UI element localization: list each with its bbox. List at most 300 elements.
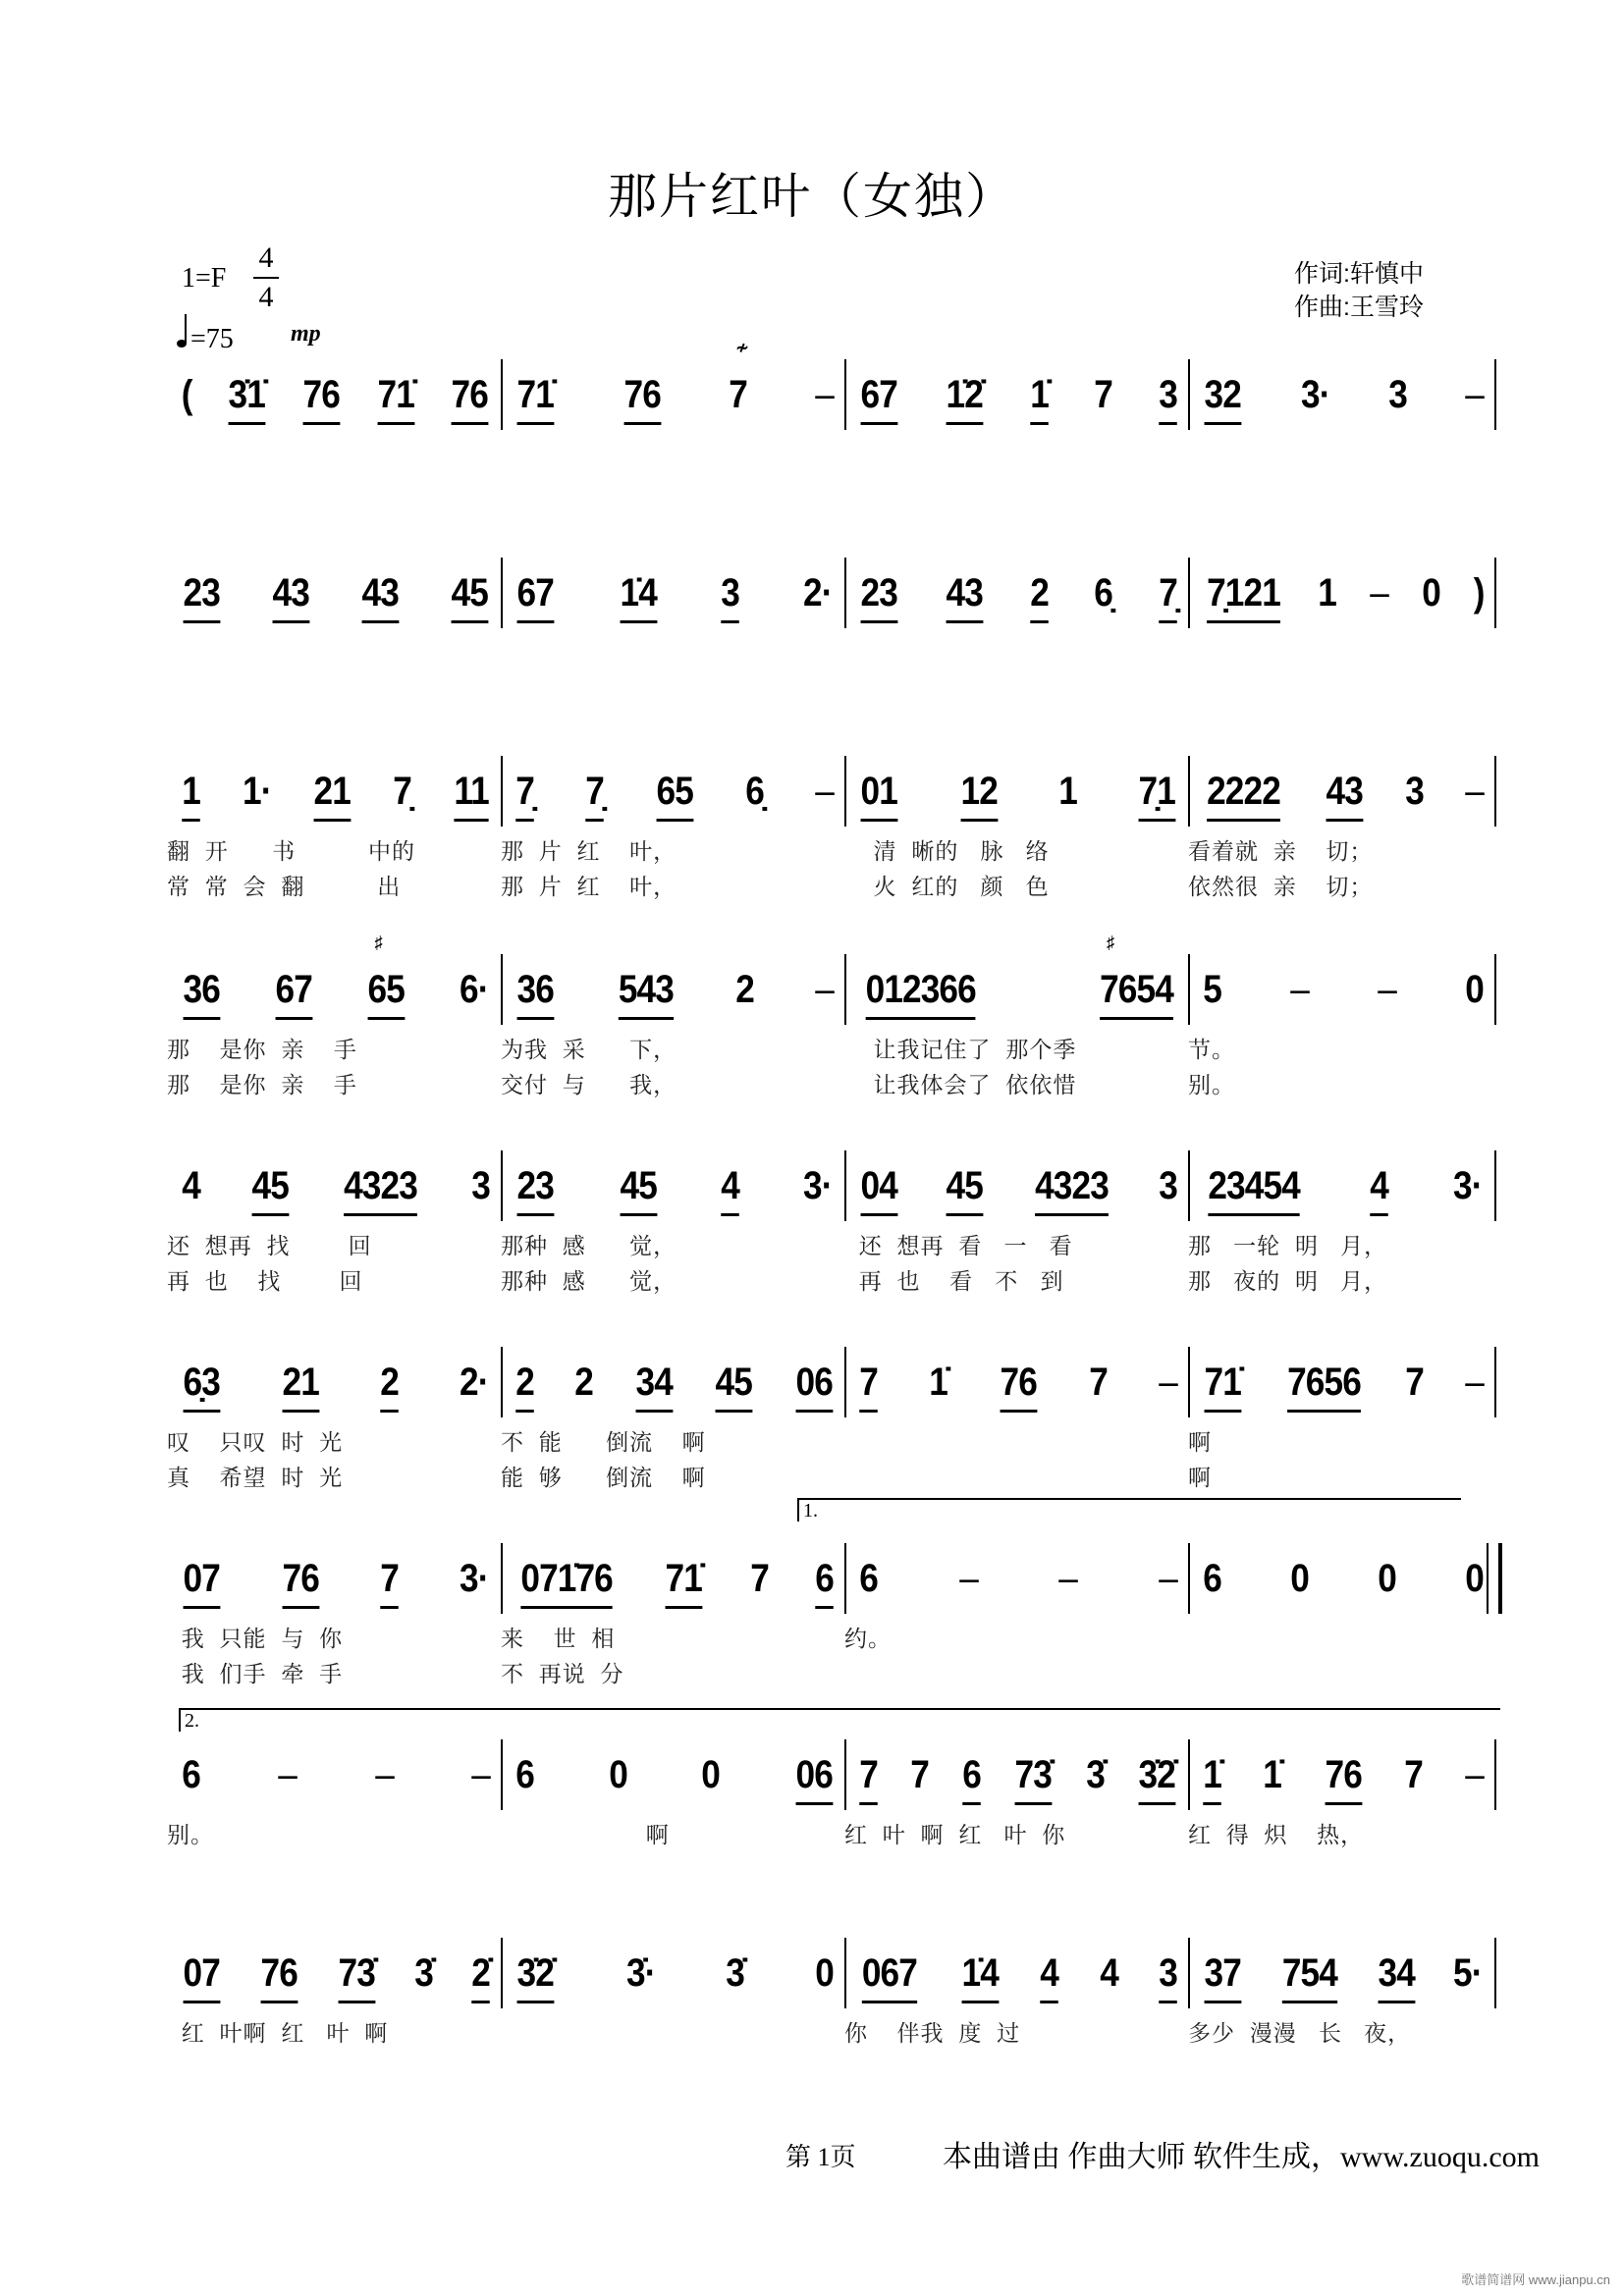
note-group <box>517 1949 554 2004</box>
lyrics-verse-2: 依然很 亲 切； <box>1188 874 1374 899</box>
note-groups <box>1202 1751 1485 1810</box>
note-text: – <box>1465 1753 1484 1796</box>
measure <box>167 371 501 518</box>
note-groups <box>858 371 1178 430</box>
lyrics-verse-2: 让我体会了 依依惜 <box>844 1072 1077 1097</box>
note-text: 67 <box>860 373 897 416</box>
note-group <box>1264 1751 1282 1806</box>
note-group <box>1094 569 1112 624</box>
note-text: – <box>815 770 834 813</box>
lyrics-verse-1: 那 一轮 明 月， <box>1188 1233 1388 1258</box>
note-text: 6 <box>515 1753 534 1796</box>
note-text: 071̇76 <box>520 1557 613 1600</box>
note-text: 543 <box>618 968 674 1011</box>
lyrics-verse-1: 来 世 相 <box>501 1626 616 1651</box>
note-groups <box>858 933 1178 1025</box>
note-group <box>961 1949 998 2004</box>
note-group <box>1205 371 1241 426</box>
note-text: 21 <box>282 1361 320 1404</box>
note-groups <box>858 569 1178 628</box>
lyrics-verse-2 <box>1188 1659 1494 1688</box>
note-text: 45 <box>452 571 489 614</box>
barline <box>1494 1739 1496 1810</box>
note-group <box>1205 1949 1241 2004</box>
note-text: 2· <box>803 571 833 614</box>
note-text: ( <box>181 373 192 416</box>
note-group <box>609 1751 627 1806</box>
lyrics-verse-2 <box>844 1659 1188 1688</box>
sharp-icon: ♯ <box>1107 933 1114 952</box>
note-text: 3 <box>1159 1951 1177 1995</box>
note-group <box>1453 1949 1483 2004</box>
note-group <box>1405 1359 1424 1414</box>
note-text: 7 <box>910 1753 930 1796</box>
lyrics-verse-2 <box>1188 2054 1494 2083</box>
note-text: 4 <box>1369 1164 1388 1207</box>
lyrics-verse-2 <box>167 2054 501 2083</box>
score-row <box>167 569 1494 726</box>
dash-extension <box>471 1751 490 1806</box>
note-group <box>1000 1359 1036 1414</box>
note-text: 2 <box>515 1361 534 1404</box>
note-text: 43 <box>946 571 983 614</box>
lyrics-verse-2 <box>501 673 844 703</box>
note-text: 754 <box>1281 1951 1337 1995</box>
note-text: 1̇ <box>1203 1753 1221 1796</box>
note-group <box>795 1359 832 1414</box>
note-groups <box>181 1162 491 1221</box>
note-text: 67 <box>516 571 554 614</box>
lyrics-verse-1: 我 只能 与 你 <box>167 1626 344 1651</box>
note-group <box>1388 371 1407 426</box>
note-text: 4 <box>1040 1951 1059 1995</box>
note-text: 23454 <box>1208 1164 1300 1207</box>
dash-extension <box>1290 966 1309 1021</box>
measure <box>167 569 501 717</box>
lyrics-verse-1: 红 叶啊 红 叶 啊 <box>167 2020 389 2046</box>
note-group <box>861 768 897 823</box>
lyrics-verse-2: 再 也 找 回 <box>167 1268 363 1294</box>
note-text: 5· <box>1453 1951 1483 1995</box>
note-text: 3̇ <box>1086 1753 1105 1796</box>
dash-extension <box>1159 1555 1177 1610</box>
measure <box>167 933 501 1113</box>
note-group <box>859 1359 878 1414</box>
note-group <box>623 371 660 426</box>
repeat-end-barline <box>1487 1543 1502 1614</box>
note-group <box>960 768 997 823</box>
note-text: 45 <box>715 1361 752 1404</box>
measure <box>1188 1949 1494 2097</box>
measure <box>501 338 844 518</box>
note-text: 6 <box>962 1753 981 1796</box>
measure <box>167 1359 501 1506</box>
note-group <box>1100 1949 1118 2004</box>
lyrics-verse-2: 真 希望 时 光 <box>167 1465 344 1490</box>
measure <box>1188 569 1494 717</box>
note-text: 7̣ <box>585 770 604 813</box>
measure <box>1188 1162 1494 1309</box>
note-group <box>795 1751 832 1806</box>
time-signature-bottom: 4 <box>258 281 274 313</box>
note-group <box>750 1555 769 1610</box>
note-text: 7 <box>1089 1361 1108 1404</box>
note-group <box>635 1359 672 1414</box>
note-text: 1̇2̇ <box>946 373 983 416</box>
note-group <box>339 1949 375 2004</box>
generator-note: 本曲谱由 作曲大师 软件生成，www.zuoqu.com <box>943 2141 1541 2173</box>
note-text: 7 <box>749 1557 769 1600</box>
note-text: 2 <box>1029 571 1049 614</box>
note-group <box>962 1751 981 1806</box>
note-text: 76 <box>302 373 340 416</box>
barline <box>1494 1347 1496 1417</box>
note-text: – <box>1464 770 1484 813</box>
note-text: 3 <box>1159 1164 1177 1207</box>
note-text: ) <box>1473 571 1485 614</box>
lyrics-verse-1: 红 叶 啊 红 叶 你 <box>844 1822 1066 1847</box>
lyrics-verse-2 <box>167 1855 501 1885</box>
note-group <box>815 1949 834 2004</box>
note-text: 21 <box>313 770 352 813</box>
note-group <box>803 569 833 624</box>
note-text: 1̇4 <box>620 571 657 614</box>
dash-extension <box>1465 768 1484 823</box>
volta-second-ending: 2. <box>179 1708 1500 1732</box>
lyrics-verse-1 <box>844 1427 1188 1457</box>
note-text: 2· <box>460 1361 489 1404</box>
note-group <box>1207 569 1280 624</box>
lyrics-verse-1 <box>1188 638 1494 667</box>
note-groups <box>514 569 835 628</box>
lyrics-verse-2 <box>167 475 501 505</box>
measure <box>844 1555 1188 1702</box>
note-text: 1̇4 <box>961 1951 999 1995</box>
note-group <box>1208 1162 1299 1217</box>
note-group <box>861 371 897 426</box>
note-group <box>859 1555 878 1610</box>
note-group <box>184 1359 220 1414</box>
note-text: 6· <box>460 968 489 1011</box>
note-group <box>1015 1751 1052 1806</box>
measure <box>501 768 844 915</box>
note-group <box>1370 1162 1388 1217</box>
lyrics-verse-2: 啊 <box>1188 1465 1212 1490</box>
note-groups <box>181 768 491 827</box>
dash-extension <box>1058 1555 1077 1610</box>
note-text: 7 <box>1094 373 1113 416</box>
note-text: 65 <box>656 770 693 813</box>
note-group <box>184 966 220 1021</box>
note-group <box>517 569 554 624</box>
note-text: 3 <box>1388 373 1407 416</box>
note-group <box>862 1949 917 2004</box>
note-text: – <box>1159 1361 1177 1404</box>
lyrics-verse-1 <box>501 638 844 667</box>
barline <box>1494 558 1496 628</box>
note-text: – <box>1058 1557 1078 1600</box>
note-groups <box>514 768 835 827</box>
note-text: 0 <box>1464 1557 1484 1600</box>
note-text: 7 <box>859 1753 878 1796</box>
note-text: 76 <box>623 373 661 416</box>
measure <box>501 569 844 717</box>
score-row <box>167 768 1494 925</box>
note-text: 07 <box>183 1951 220 1995</box>
note-group <box>377 371 413 426</box>
lyrics-verse-2 <box>844 475 1188 505</box>
note-text: 1̇ <box>1263 1753 1282 1796</box>
lyrics-verse-1 <box>167 638 501 667</box>
note-text: 71̇ <box>377 373 414 416</box>
note-group <box>1453 1162 1483 1217</box>
note-text: 7 <box>380 1557 400 1600</box>
note-group <box>182 371 192 426</box>
note-groups <box>181 1751 491 1810</box>
measure <box>501 1751 844 1898</box>
measure <box>501 1555 844 1702</box>
lyrics-verse-1 <box>1188 1624 1494 1653</box>
note-text: 36 <box>183 968 220 1011</box>
measure <box>1188 1359 1494 1506</box>
note-group <box>929 1359 947 1414</box>
note-group <box>946 371 982 426</box>
note-group <box>460 966 489 1021</box>
note-text: 43 <box>361 571 400 614</box>
measure <box>501 1162 844 1309</box>
note-group <box>575 1359 594 1414</box>
score-row <box>167 1949 1494 2107</box>
note-groups <box>1202 371 1485 430</box>
tempo-marking <box>177 324 234 355</box>
note-text: 23 <box>183 571 220 614</box>
barline <box>1494 359 1496 430</box>
note-text: 3̇1̇ <box>228 373 265 416</box>
note-text: 6̣ <box>745 770 764 813</box>
note-text: 0 <box>1464 968 1484 1011</box>
note-group <box>861 569 897 624</box>
note-groups <box>181 569 491 628</box>
measure <box>1188 371 1494 518</box>
lyrics-verse-2: 再 也 看 不 到 <box>844 1268 1064 1294</box>
note-groups <box>181 1555 491 1614</box>
note-text: 0 <box>701 1753 720 1796</box>
score-row <box>167 1359 1494 1516</box>
note-group <box>182 1162 200 1217</box>
note-text: 4323 <box>344 1164 417 1207</box>
measure <box>167 1751 501 1898</box>
note-group <box>866 966 976 1021</box>
score-row <box>167 1162 1494 1319</box>
note-group <box>184 1555 220 1610</box>
note-text: 3· <box>460 1557 489 1600</box>
note-group <box>393 768 411 823</box>
barline <box>1494 1150 1496 1221</box>
note-group <box>367 933 406 1021</box>
measure <box>844 1359 1188 1506</box>
note-groups <box>181 933 491 1025</box>
lyrics-verse-2 <box>844 673 1188 703</box>
note-group <box>1100 933 1173 1021</box>
note-text: 71̇ <box>516 373 554 416</box>
note-group <box>471 1162 490 1217</box>
note-group <box>1422 569 1440 624</box>
lyrics-verse-1: 那种 感 觉， <box>501 1233 677 1258</box>
song-title: 那片红叶（女独） <box>608 169 1016 224</box>
note-groups <box>1202 768 1485 827</box>
note-group <box>1290 1555 1309 1610</box>
note-text: 7656 <box>1286 1361 1361 1404</box>
note-text: 3 <box>1159 373 1177 416</box>
lyrics-verse-1: 约。 <box>844 1626 892 1651</box>
note-text: 34 <box>635 1361 673 1404</box>
note-group <box>861 1162 897 1217</box>
note-group <box>228 371 264 426</box>
note-group <box>1318 569 1336 624</box>
note-group <box>1203 1751 1221 1806</box>
note-text: – <box>1369 571 1388 614</box>
note-group <box>620 1162 656 1217</box>
note-group <box>1159 371 1177 426</box>
note-group <box>261 1949 298 2004</box>
dash-extension <box>1465 1751 1484 1806</box>
lyrics-verse-1: 为我 采 下， <box>501 1037 677 1062</box>
lyrics-verse-2: 我 们手 牵 手 <box>167 1661 344 1686</box>
note-group <box>585 768 604 823</box>
note-group <box>515 1359 534 1414</box>
note-group <box>1094 371 1112 426</box>
note-group <box>517 371 554 426</box>
note-group <box>302 371 339 426</box>
note-text: 7654 <box>1100 968 1173 1011</box>
note-text: 0 <box>1421 571 1440 614</box>
tempo-value: =75 <box>190 324 234 354</box>
lyrics-verse-1 <box>844 638 1188 667</box>
note-text: 012366 <box>865 968 976 1011</box>
note-groups <box>514 1359 835 1417</box>
note-group <box>1035 1162 1109 1217</box>
note-group <box>803 1162 833 1217</box>
note-groups <box>1202 1949 1485 2008</box>
note-text: – <box>815 968 834 1011</box>
note-text: 23 <box>860 571 897 614</box>
lyrics-verse-1 <box>844 440 1188 469</box>
note-text: – <box>814 373 834 416</box>
measure <box>1188 1751 1494 1898</box>
dash-extension <box>959 1555 978 1610</box>
note-text: 3 <box>1405 770 1425 813</box>
note-group <box>517 966 554 1021</box>
note-text: 7̣ <box>393 770 412 813</box>
note-group <box>1159 1162 1177 1217</box>
dash-extension <box>815 966 834 1021</box>
note-text: 1 <box>1317 571 1336 614</box>
note-groups <box>858 1555 1178 1614</box>
note-text: 4 <box>1099 1951 1118 1995</box>
note-text: – <box>958 1557 978 1600</box>
note-text: 2 <box>574 1361 594 1404</box>
note-text: 7̣1 <box>1139 770 1176 813</box>
note-group <box>1378 1949 1414 2004</box>
lyrics-verse-2: 那 片 红 叶， <box>501 874 677 899</box>
lyrics-verse-1: 让我记住了 那个季 <box>844 1037 1077 1062</box>
note-groups <box>514 338 835 430</box>
note-text: – <box>1290 968 1309 1011</box>
dash-extension <box>1465 371 1484 426</box>
note-text: 3̇ <box>414 1951 433 1995</box>
note-group <box>1326 768 1363 823</box>
note-text: 45 <box>946 1164 984 1207</box>
note-text: 06 <box>795 1361 833 1404</box>
note-text: 7 <box>859 1361 878 1404</box>
note-text: – <box>1465 373 1484 416</box>
lyrics-verse-2: 那 夜的 明 月， <box>1188 1268 1388 1294</box>
note-groups <box>1202 966 1485 1025</box>
note-text: 36 <box>516 968 554 1011</box>
note-text: 0 <box>608 1753 627 1796</box>
note-text: 1̇ <box>1029 373 1049 416</box>
measure <box>501 1359 844 1506</box>
note-text: 37 <box>1204 1951 1241 1995</box>
dash-extension <box>1370 569 1388 624</box>
note-text: 7 <box>1404 1753 1424 1796</box>
note-group <box>454 768 488 823</box>
note-text: 6̣3 <box>183 1361 220 1404</box>
note-text: 6̣ <box>1094 571 1113 614</box>
lyrics-verse-1 <box>1188 440 1494 469</box>
measure <box>1188 768 1494 915</box>
measure <box>844 569 1188 717</box>
measure <box>167 1162 501 1309</box>
note-group <box>243 768 272 823</box>
lyrics-verse-2: 那种 感 觉， <box>501 1268 677 1294</box>
note-text: 6 <box>859 1557 878 1600</box>
note-group <box>414 1949 433 2004</box>
note-groups <box>181 1949 491 2008</box>
lyrics-verse-2 <box>501 1855 844 1885</box>
note-groups <box>858 1751 1178 1810</box>
lyrics-verse-2 <box>844 1855 1188 1885</box>
note-groups <box>514 1751 835 1810</box>
dash-extension <box>375 1751 394 1806</box>
note-groups <box>514 1555 835 1614</box>
note-text: 6 <box>182 1753 200 1796</box>
lyrics-verse-1: 红 得 炽 热， <box>1188 1822 1365 1847</box>
mordent-icon: ≁ <box>735 338 749 357</box>
note-groups <box>858 1359 1178 1417</box>
note-text: 71̇ <box>665 1557 703 1600</box>
note-group <box>182 768 200 823</box>
note-group <box>656 768 692 823</box>
note-text: 76 <box>452 373 489 416</box>
note-group <box>1041 1949 1059 2004</box>
note-groups <box>181 1359 491 1417</box>
note-groups <box>1202 569 1485 628</box>
page-number: 第 1页 <box>785 2143 856 2171</box>
note-text: 11 <box>454 770 489 813</box>
measure <box>501 966 844 1113</box>
note-text: 2222 <box>1207 770 1280 813</box>
score-row <box>167 933 1494 1123</box>
lyrics-verse-2 <box>844 1463 1188 1492</box>
lyrics-verse-1: 还 想再 找 回 <box>167 1233 372 1258</box>
note-group <box>1378 1555 1396 1610</box>
note-text: 2 <box>380 1361 400 1404</box>
note-group <box>1405 768 1424 823</box>
note-text: 1· <box>242 770 272 813</box>
note-group <box>1139 1751 1175 1806</box>
lyrics-verse-2 <box>501 475 844 505</box>
